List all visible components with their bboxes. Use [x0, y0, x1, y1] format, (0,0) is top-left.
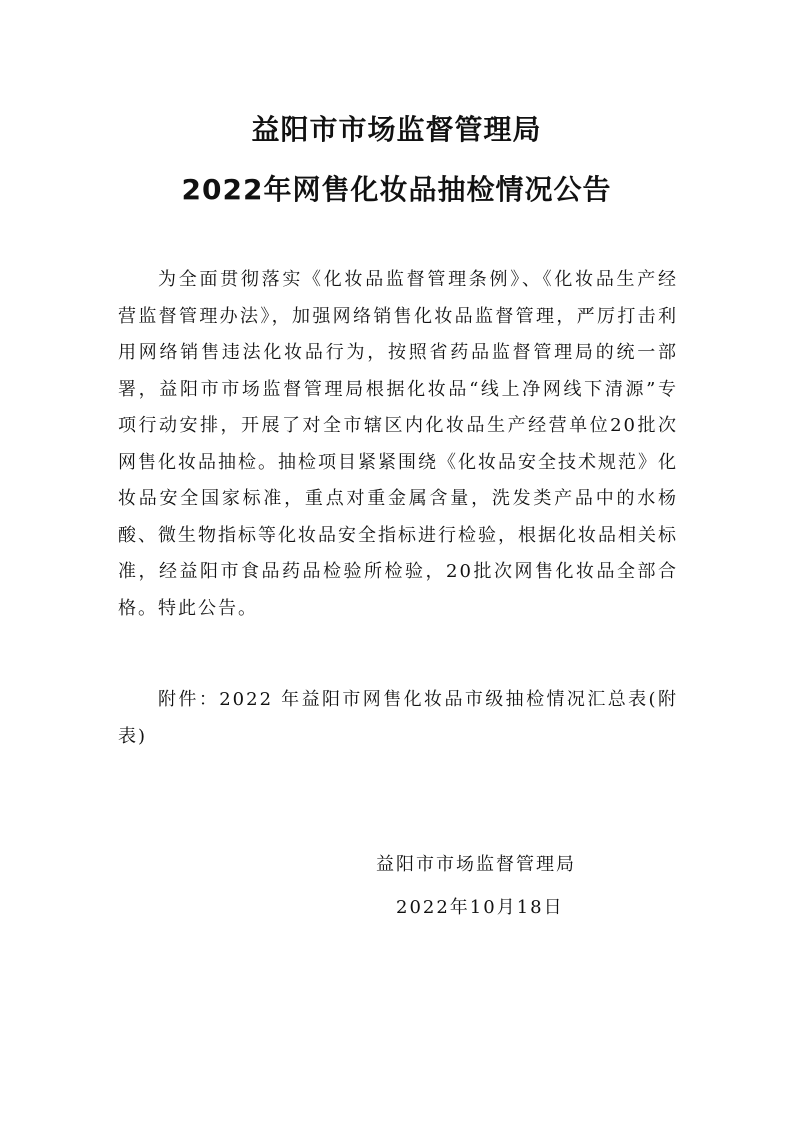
main-paragraph: 为全面贯彻落实《化妆品监督管理条例》、《化妆品生产经营监督管理办法》，加强网络销售化妆品监督管理，严厉打击利用网络销售违法化妆品行为，按照省药品监督管理局的统一部署，益阳市市场监督管理局根据化妆品“线上净网线下清源”专项行动安排，开展了对全市辖区内化妆品生产经营单位20批次网售化妆品抽检。抽检项目紧紧围绕《化妆品安全技术规范》化妆品安全国家标准，重点对重金属含量，洗发类产品中的水杨酸、微生物指标等化妆品安全指标进行检验，根据化妆品相关标准，经益阳市食品药品检验所检验，20批次网售化妆品全部合格。特此公告。	[118, 269, 678, 619]
attachment-paragraph: 附件：2022 年益阳市网售化妆品市级抽检情况汇总表(附表)	[118, 689, 678, 747]
document-title-line2: 2022年网售化妆品抽检情况公告	[181, 173, 612, 206]
document-title-line1: 益阳市市场监督管理局	[251, 113, 542, 146]
signature-organization: 益阳市市场监督管理局	[376, 854, 576, 875]
signature-date: 2022年10月18日	[396, 897, 564, 918]
